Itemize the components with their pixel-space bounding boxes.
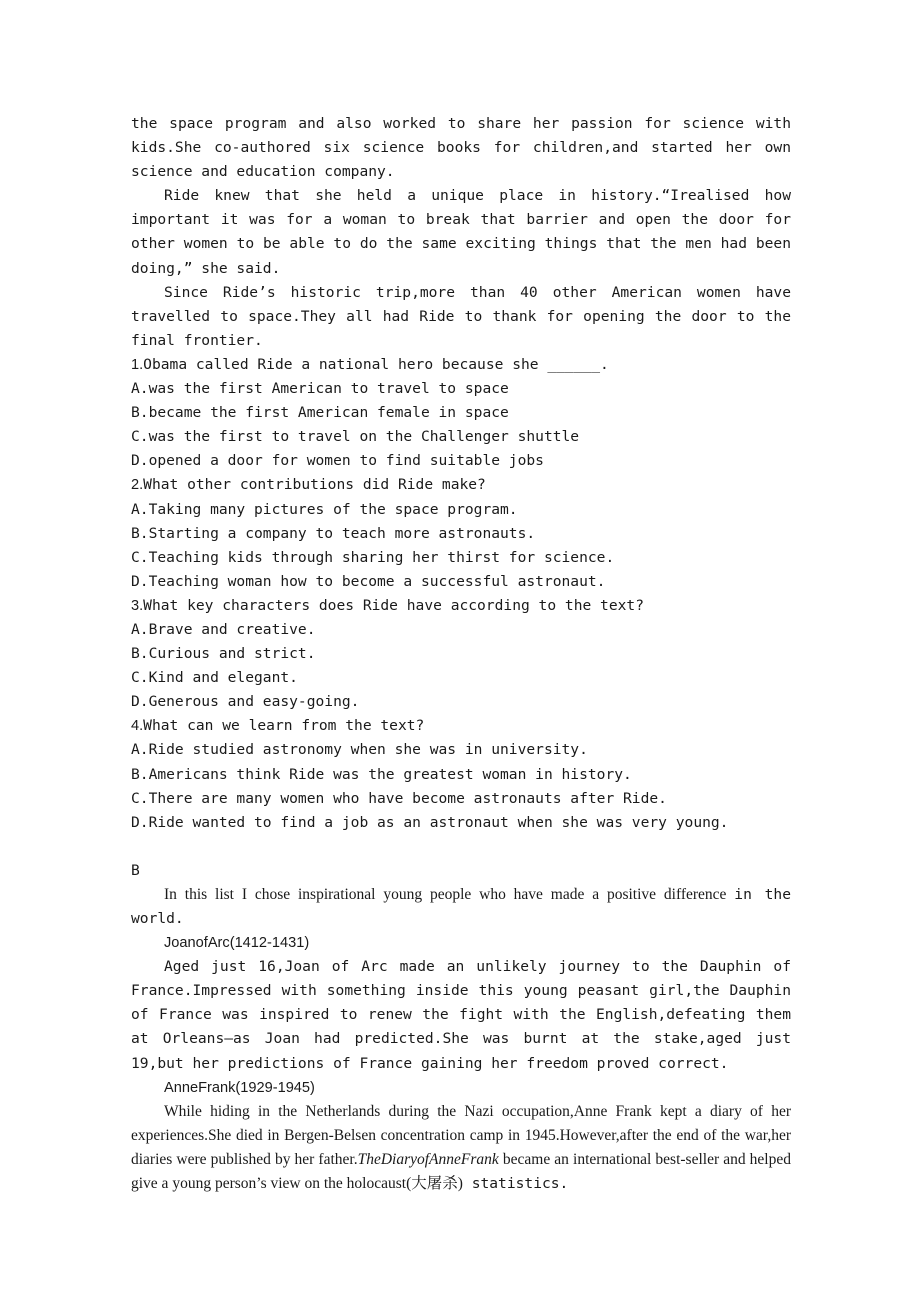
person-text-joan: Aged just 16,Joan of Arc made an unlikely journey to the Dauphin of France.Impressed with something inside this young peasant girl,the Dauphin of France was inspired to renew the fight with the English,defeating them at Orleans—as Joan had predicted.She was burnt at the stake,aged just 19,but her predictions of France gaining her freedom proved correct. <box>131 958 791 1072</box>
question-stem: 4.What can we learn from the text? <box>131 717 425 735</box>
option-a: A.Ride studied astronomy when she was in university. <box>131 741 588 759</box>
option-b: B.became the first American female in space <box>131 404 509 422</box>
question-4 <box>131 714 791 834</box>
option-b: B.Americans think Ride was the greatest woman in history. <box>131 765 632 783</box>
question-stem: 1.Obama called Ride a national hero because she ______. <box>131 355 609 373</box>
option-d: D.Generous and easy-going. <box>131 693 360 711</box>
passage-b-intro: In this list I chose inspirational young people who have made a positive difference in the world. <box>131 885 791 927</box>
option-c: C.Teaching kids through sharing her thirst for science. <box>131 548 615 566</box>
option-d: D.Teaching woman how to become a successful astronaut. <box>131 572 606 590</box>
question-number: 3. <box>131 597 144 614</box>
person-text-anne: While hiding in the Netherlands during the Nazi occupation,Anne Frank kept a diary of her experiences.She died in Bergen-Belsen concentration camp in 1945.However,after the end of the war,her diaries were published by her father.TheDiaryofAnneFrank became an international best-seller and helped give a young person’s view on the holocaust(大屠杀) statistics. <box>131 1102 791 1193</box>
option-c: C.was the first to travel on the Challenger shuttle <box>131 428 580 446</box>
question-1 <box>131 353 791 473</box>
option-d: D.opened a door for women to find suitable jobs <box>131 452 544 470</box>
question-3 <box>131 594 791 714</box>
person-name-anne: AnneFrank(1929-1945) <box>164 1079 315 1096</box>
option-c: C.There are many women who have become astronauts after Ride. <box>131 789 667 807</box>
document-page <box>131 112 791 1196</box>
question-number: 1. <box>131 356 144 373</box>
question-number: 2. <box>131 477 144 494</box>
passage-a-paragraph-3: Since Ride’s historic trip,more than 40 other American women have travelled to space.They all had Ride to thank for opening the door to the final frontier. <box>131 283 791 349</box>
passage-a-paragraph-1: the space program and also worked to share her passion for science with kids.She co-authored six science books for children,and started her own science and education company. <box>131 115 791 181</box>
passage-a-paragraph-2: Ride knew that she held a unique place in history.“Irealised how important it was for a woman to break that barrier and open the door for other women to be able to do the same exciting things that the men had been doing,” she said. <box>131 187 791 277</box>
question-number: 4. <box>131 718 144 735</box>
option-a: A.Taking many pictures of the space program. <box>131 500 518 518</box>
option-b: B.Starting a company to teach more astronauts. <box>131 524 536 542</box>
option-a: A.Brave and creative. <box>131 620 316 638</box>
section-heading: B <box>131 861 140 879</box>
option-b: B.Curious and strict. <box>131 645 316 663</box>
question-stem: 3.What key characters does Ride have according to the text? <box>131 596 644 614</box>
option-c: C.Kind and elegant. <box>131 669 298 687</box>
option-d: D.Ride wanted to find a job as an astronaut when she was very young. <box>131 813 729 831</box>
option-a: A.was the first American to travel to space <box>131 380 509 398</box>
question-stem: 2.What other contributions did Ride make? <box>131 476 486 494</box>
book-title: TheDiaryofAnneFrank <box>357 1150 499 1168</box>
person-name-joan: JoanofArc(1412-1431) <box>164 935 310 952</box>
question-2 <box>131 473 791 593</box>
